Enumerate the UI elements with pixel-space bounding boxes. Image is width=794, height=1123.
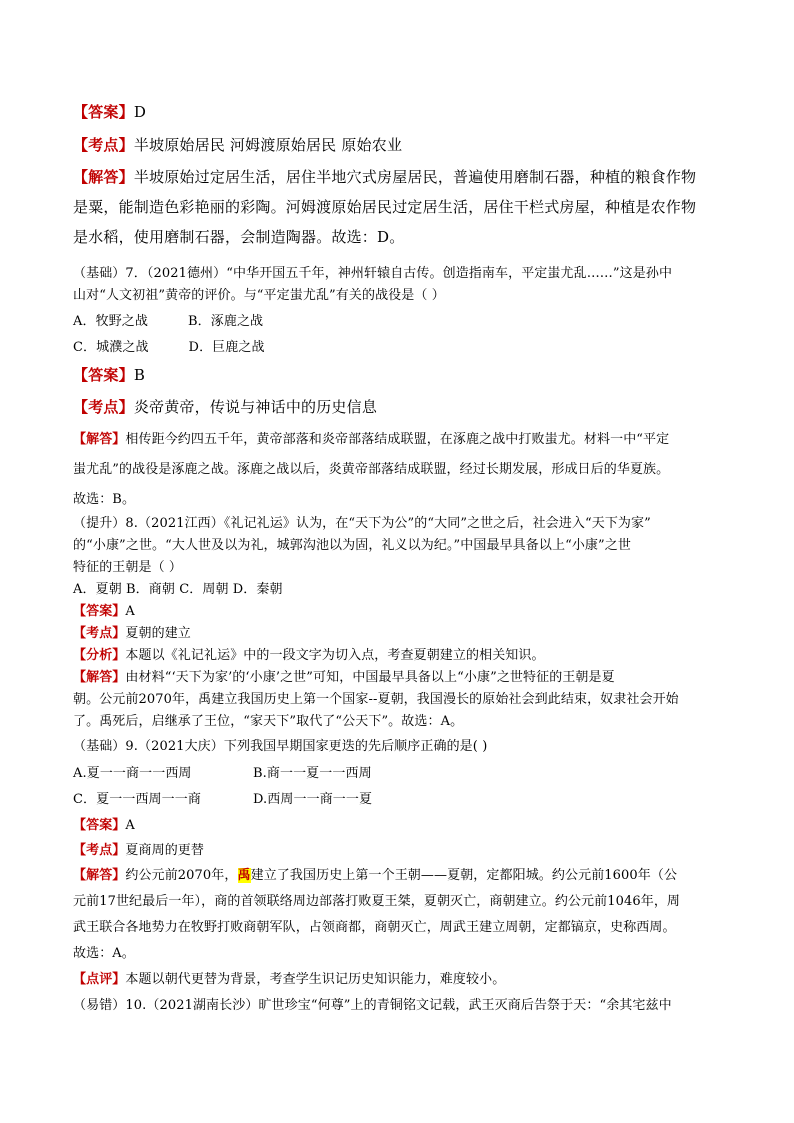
- answer-value: B: [133, 366, 146, 384]
- solution-line: 朝。公元前2070年，禹建立我国历史上第一个国家--夏朝，我国漫长的原始社会到此结束，奴隶社会开始: [73, 692, 679, 707]
- solution-line: 是粟，能制造色彩艳丽的彩陶。河姆渡原始居民过定居生活，居住干栏式房屋，种植是农作物: [73, 198, 697, 216]
- solution-line: 元前17世纪最后一年），商的首领联络周边部落打败夏王桀，夏朝灭亡，商朝建立。约公元前1046年，周: [73, 894, 681, 909]
- question-stem: （易错）10.（2021湖南长沙）旷世珍宝“何尊”上的青铜铭文记载，武王灭商后告祭于天：“余其宅兹中: [73, 998, 672, 1013]
- options-row: [73, 336, 265, 355]
- solution-line: 故选：B。: [73, 492, 136, 507]
- solution-text: 约公元前2070年，: [125, 868, 238, 883]
- solution-line: 了。禹死后，启继承了王位，“家天下”取代了“公天下”。故选：A。: [73, 714, 464, 729]
- solution-line: [73, 666, 615, 685]
- point-text: 炎帝黄帝，传说与神话中的历史信息: [133, 398, 378, 416]
- answer-line: [73, 600, 135, 619]
- solution-line: [73, 428, 669, 447]
- answer-tag: 【答案】: [73, 604, 126, 619]
- answer-value: A: [125, 604, 135, 619]
- point-tag: 【考点】: [73, 626, 126, 641]
- answer-tag: 【答案】: [73, 366, 134, 384]
- question-stem: 的“小康”之世。“大人世及以为礼，城郭沟池以为固，礼义以为纪。”中国最早具备以上“小康”之世: [73, 538, 631, 553]
- point-text: 半坡原始居民 河姆渡原始居民 原始农业: [133, 136, 403, 154]
- solution-tag: 【解答】: [73, 432, 126, 447]
- solution-text: 由材料“‘天下为家’的‘小康’之世”可知，中国最早具备以上“小康”之世特征的王朝是夏: [125, 670, 615, 685]
- answer-line: [73, 814, 135, 833]
- option-c: C．城濮之战: [73, 340, 149, 355]
- answer-line: [73, 101, 146, 122]
- point-text: 夏商周的更替: [125, 843, 205, 858]
- answer-value: A: [125, 818, 135, 833]
- highlighted-word: 禹: [237, 868, 251, 883]
- point-tag: 【考点】: [73, 136, 134, 154]
- answer-line: [73, 364, 145, 385]
- options-row: [73, 762, 372, 781]
- solution-tag: 【解答】: [73, 868, 126, 883]
- solution-line: 蚩尤乱”的战役是涿鹿之战。涿鹿之战以后，炎黄帝部落结成联盟，经过长期发展，形成日后的华夏族。: [73, 462, 670, 477]
- solution-line: 故选：A。: [73, 946, 135, 961]
- question-stem: 特征的王朝是（ ）: [73, 560, 183, 575]
- solution-tag: 【解答】: [73, 168, 134, 186]
- answer-value: D: [133, 103, 147, 121]
- solution-tag: 【解答】: [73, 670, 126, 685]
- option-d: D．巨鹿之战: [188, 340, 265, 355]
- comment-line: [73, 968, 505, 987]
- option-b: B．涿鹿之战: [188, 314, 264, 329]
- point-tag: 【考点】: [73, 843, 126, 858]
- point-line: [73, 839, 204, 858]
- solution-line: 武王联合各地势力在牧野打败商朝军队，占领商都，商朝灭亡，周武王建立周朝，定都镐京，史称西周。: [73, 920, 676, 935]
- solution-text: 建立了我国历史上第一个王朝——夏朝，定都阳城。约公元前1600年（公: [250, 868, 678, 883]
- solution-text: 相传距今约四五千年，黄帝部落和炎帝部落结成联盟，在涿鹿之战中打败蚩尤。材料一中“平定: [125, 432, 670, 447]
- point-line: [73, 396, 377, 417]
- question-stem: （基础）9.（2021大庆）下列我国早期国家更迭的先后顺序正确的是( ): [73, 739, 488, 754]
- solution-line: [73, 864, 677, 883]
- comment-tag: 【点评】: [73, 972, 126, 987]
- option-b: B.商一一夏一一西周: [253, 766, 372, 781]
- point-tag: 【考点】: [73, 398, 134, 416]
- options-row: [73, 310, 263, 329]
- point-line: [73, 622, 191, 641]
- point-text: 夏朝的建立: [125, 626, 191, 641]
- question-stem: （提升）8.（2021江西）《礼记礼运》认为，在“天下为公”的“大同”之世之后，社会进入“天下为家”: [73, 516, 651, 531]
- options-row: A．夏朝 B．商朝 C．周朝 D．秦朝: [73, 582, 283, 597]
- comment-text: 本题以朝代更替为背景，考查学生识记历史知识能力，难度较小。: [125, 972, 506, 987]
- answer-tag: 【答案】: [73, 818, 126, 833]
- analysis-text: 本题以《礼记礼运》中的一段文字为切入点，考查夏朝建立的相关知识。: [125, 648, 545, 663]
- analysis-tag: 【分析】: [73, 648, 126, 663]
- question-stem: （基础）7．（2021德州）“中华开国五千年，神州轩辕自古传。创造指南车，平定蚩尤乱……”这是孙中: [73, 266, 673, 281]
- analysis-line: [73, 644, 545, 663]
- options-row: [73, 788, 372, 807]
- point-line: [73, 134, 402, 155]
- question-stem: 山对“人文初祖”黄帝的评价。与“平定蚩尤乱”有关的战役是（ ）: [73, 288, 445, 303]
- option-a: A.夏一一商一一西周: [73, 766, 192, 781]
- solution-line: 是水稻，使用磨制石器，会制造陶器。故选：D。: [73, 228, 405, 246]
- option-c: C．夏一一西周一一商: [73, 792, 201, 807]
- option-d: D.西周一一商一一夏: [253, 792, 373, 807]
- solution-line: [73, 166, 696, 187]
- answer-tag: 【答案】: [73, 103, 134, 121]
- option-a: A．牧野之战: [73, 314, 148, 329]
- solution-text: 半坡原始过定居生活，居住半地穴式房屋居民，普遍使用磨制石器，种植的粮食作物: [133, 168, 697, 186]
